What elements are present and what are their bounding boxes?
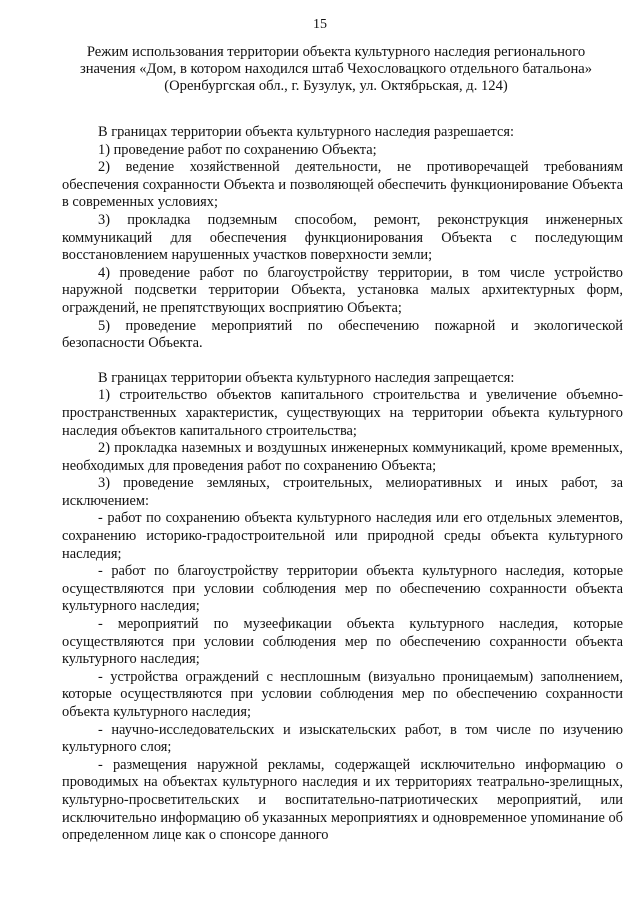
allowed-heading: В границах территории объекта культурного наследия разрешается:	[98, 124, 514, 140]
title-line: (Оренбургская обл., г. Бузулук, ул. Октябрьская, д. 124)	[164, 78, 508, 95]
prohibited-heading: В границах территории объекта культурного наследия запрещается:	[98, 369, 515, 386]
page-number: 15	[313, 17, 327, 32]
prohibited-item: - устройства ограждений с несплошным (визуально проницаемым) заполнением, которые осуществляются при условии соблюдения мер по обеспечению сохранности объекта культурного наследия;	[62, 668, 623, 720]
prohibited-item: - работ по сохранению объекта культурного наследия или его отдельных элементов, сохранению историко-градостроительной или природной среды объекта культурного наследия;	[62, 510, 623, 562]
allowed-item: 3) прокладка подземным способом, ремонт, реконструкция инженерных коммуникаций для обеспечения функционирования Объекта с последующим восстановлением нарушенных участков поверхности земли;	[62, 211, 623, 264]
prohibited-item: 1) строительство объектов капитального строительства и увеличение объемно-пространственных характеристик, существующих на территории объекта культурного наследия объектов капитального строительства;	[62, 387, 623, 439]
allowed-item: 4) проведение работ по благоустройству территории, в том числе устройство наружной подсветки территории Объекта, установка малых архитектурных форм, ограждений, не препятствующих восприятию Объекта;	[62, 264, 623, 316]
document-body	[62, 124, 623, 845]
prohibited-item: - размещения наружной рекламы, содержащей исключительно информацию о проводимых на объектах культурного наследия и их территориях театрально-зрелищных, культурно-просветительских и воспитательно-патриотических мероприятий, или исключительно информацию об указанных мероприятиях и одновременное упоминание об определенном лице как о спонсоре данного	[62, 756, 623, 844]
document-title	[56, 44, 616, 96]
title-line: значения «Дом, в котором находился штаб Чехословацкого отдельного батальона»	[79, 61, 593, 78]
title-line: Режим использования территории объекта культурного наследия регионального	[86, 44, 586, 60]
prohibited-item: - мероприятий по музеефикации объекта культурного наследия, которые осуществляются при условии соблюдения мер по обеспечению сохранности объекта культурного наследия;	[62, 616, 623, 668]
prohibited-item: 2) прокладка наземных и воздушных инженерных коммуникаций, кроме временных, необходимых для проведения работ по сохранению Объекта;	[62, 440, 623, 474]
allowed-item: 1) проведение работ по сохранению Объекта;	[98, 141, 377, 158]
allowed-item: 5) проведение мероприятий по обеспечению пожарной и экологической безопасности Объекта.	[62, 317, 623, 352]
prohibited-item: 3) проведение земляных, строительных, мелиоративных и иных работ, за исключением:	[62, 475, 623, 509]
allowed-item: 2) ведение хозяйственной деятельности, не противоречащей требованиям обеспечения сохранности Объекта и позволяющей обеспечить функционирование Объекта в современных условиях;	[62, 159, 623, 211]
prohibited-item: - работ по благоустройству территории объекта культурного наследия, которые осуществляются при условии соблюдения мер по обеспечению сохранности объекта культурного наследия;	[62, 563, 623, 615]
prohibited-item: - научно-исследовательских и изыскательских работ, в том числе по изучению культурного слоя;	[62, 721, 623, 756]
